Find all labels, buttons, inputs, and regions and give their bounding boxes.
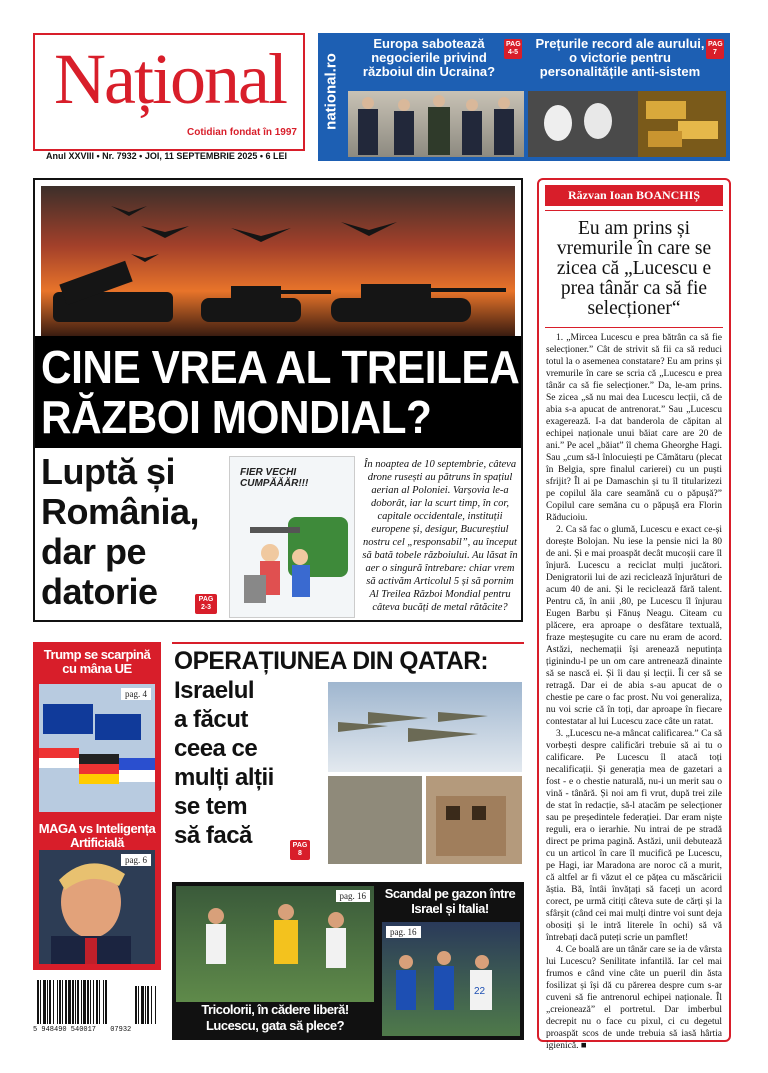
side-maga[interactable] [33,818,161,970]
editorial-title: Eu am prins și vremurile în care se zicea că „Lucescu e prea tânăr ca să fie selecționer“ [556,218,712,319]
trump-photo [39,850,155,964]
doha-aerial-photo [328,776,422,864]
sub-line: mulți alții [174,764,274,791]
lead-headline-line2: RĂZBOI MONDIAL? [41,391,432,443]
damaged-building-photo [426,776,522,864]
page-badge: PAG 7 [706,39,724,59]
barcode-bar [68,980,71,1024]
editorial[interactable] [537,178,731,1051]
qatar-headline: OPERAȚIUNEA DIN QATAR: [174,647,489,675]
players-illustration [382,922,520,1036]
page-number: pag. 6 [121,854,151,866]
sub-line: dar pe [41,531,147,572]
barcode-bar [40,980,41,1024]
barcode-bar [53,980,54,1024]
barcode-bar [62,980,63,1024]
leaders-illustration [348,91,524,157]
trump-illustration [39,850,155,964]
barcode-bar [65,980,67,1024]
tricolori-photo [176,886,374,1002]
editorial-body [546,332,722,1052]
jersey-number: 22 [474,986,486,997]
lead-subheadline [41,452,231,612]
barcode-bar [105,980,107,1024]
teaser-title: Europa sabotează negocierile privind războiul din Ucraina? [362,36,496,79]
barcode-addon: 07932 [110,1026,132,1034]
barcode-bar [99,980,100,1024]
title-rule [545,327,723,328]
barcode-bar [75,980,76,1024]
barcode-bar [47,980,48,1024]
barcode-bar [138,986,139,1024]
page-badge: PAG 4-5 [504,39,522,59]
teaser-title: Prețurile record ale aurului, o victorie pentru personalitățile anti-sistem [535,36,705,79]
page-badge: PAG 8 [290,840,310,860]
tagline: Cotidian fondat în 1997 [186,127,297,138]
barcode-bar [145,986,146,1024]
tanks-drones-illustration [41,186,515,336]
sub-line: se tem [174,793,248,820]
barcode-bar [141,986,144,1024]
sub-line: Israelul [174,677,255,704]
qatar-rule [172,642,524,644]
sub-line: România, [41,491,200,532]
page-number: pag. 4 [121,688,151,700]
jets-illustration [328,682,522,772]
teaser-bar [318,33,730,161]
masthead-logo-box [33,33,305,151]
page-number: pag. 16 [386,926,421,938]
eu-flags-photo [39,684,155,812]
editorial-paragraph: 1. „Mircea Lucescu e prea bătrân ca să fie selecționer.” Cât de strivit să fii ca să reduci totul la o asemenea constatare? Eu am prins și vremurile în care se scria că „Lucescu e prea tânăr ca să fie selecționer.” Da, le-am prins. Se zicea „să nu mai dea Lucescu lecții, că de abia s-a apucat de antrenorat.” Sau „Lucescu exagerează. I-a dat banderola de căpitan al echipei naționale unui băiat care are 20 de ani.” Pe acel „băiat” îl chema Gheorghe Hagi. Sau „cum să-l înlocuiești pe Cămătaru (plecat în Belgia, spre finalul carierei) cu un puști sfrijit? Îl ai pe Damaschin și tu îl titularizezi pe copilul ăla care seamănă cu o păpușă?” Copilul care semăna cu o păpușă era Florin Răducioiu. [546,333,722,523]
barcode-bar [57,980,58,1024]
barcode-bar [87,980,89,1024]
barcode-bar [43,980,46,1024]
lead-headline-band [35,336,521,448]
barcode-bar [96,980,98,1024]
jets-photo [328,682,522,772]
eu-flags-illustration [39,684,155,812]
sub-line: datorie [41,571,158,612]
author-name: Răzvan Ioan BOANCHIȘ [545,185,723,206]
sub-line: a făcut [174,706,248,733]
issue-line: Anul XXVIII • Nr. 7932 • JOI, 11 SEPTEMBRIE 2025 • 6 LEI [46,151,288,161]
scandal-photo [382,922,520,1036]
barcode-bar [49,980,51,1024]
barcode-bar [83,980,86,1024]
cartoon [229,456,355,618]
editorial-paragraph: 4. Ce boală are un tânăr care se ia de vârsta lui Lucescu? Senilitate infantilă. Iar cel mai frumos e când vine câte un pueril din ăsta fosilizat și își dă cu părerea despre cum s-ar cuveni să fie antrenorul echipei naționale. Îl „creionează” el portretul. Dar imberbul decrepit nu o face cu pixul, ci cu degetul proaspăt scos de unde trebuia să iasă hârtia igienică. ■ [546,945,722,1051]
barcode-bars [33,980,161,1028]
barcode-number [33,1026,161,1034]
editorial-paragraph: 2. Ca să fac o glumă, Lucescu e exact ce-și dorește Bolojan. Nu iese la pensie nici la 80 de ani. Și e mai proaspăt decât mucoșii care îl înjură. Lucescu a reciclat mulți jucători. Denigratorii lui de azi reciclează înjurături de acum 40 de ani. Și le reciclează fără talent. Pentru că, în anii ,80, pe Lucescu îl înjurau Eugen Barbu și Fănuș Neagu. Citeam cu plăcere, era aproape o desfătare textuală, fraze meșteșugite cu care nu eram de acord. Astăzi, nechemații își arenează neputința țiginindu-l pe un om care antrenează dinainte să se nască ei. Și îi dau și lecții. Îi cer să se retragă. Dar ei de abia s-au apucat de o chestie pe care o fac prost. Nu voi generaliza, nu voi scrie că în toți, dar aproape în fiecare contestatar al lui Lucescu zace câte un ratat. [546,525,722,727]
cartoon-speech: FIER VECHI CUMPĂĂĂR!!! [240,467,309,489]
gold-photo [528,91,726,157]
sub-line: ceea ce [174,735,258,762]
lead-story[interactable] [33,178,523,622]
scandal-title: Scandal pe gazon între Israel și Italia! [384,886,516,916]
lead-headline-line1: CINE VREA AL TREILEA [41,341,520,393]
qatar-sub [174,676,324,850]
barcode [33,980,161,1038]
qatar-story[interactable] [172,642,524,868]
barcode-bar [90,980,91,1024]
barcode-bar [151,986,152,1024]
lead-text: În noaptea de 10 septembrie, câteva drone rusești au pătruns în spațiul aerian al Poloniei. Varșovia le-a doborât, iar la scurt timp, în cor, capitale occidentale, instituții europene și, desigur, Bucureștiul nostru cel „responsabil”, au început să bată tobele războiului. Au lăsat în aer o singură întrebare: chiar vrem să activăm Articolul 5 și să pornim Al Treilea Război Mondial pentru câteva bucăți de metal rătăcite? [362,459,518,613]
barcode-bar [77,980,79,1024]
teaser-europa[interactable] [348,37,524,155]
masks-gold-illustration [528,91,726,157]
page-number: pag. 16 [336,890,371,902]
editorial-paragraph: 3. „Lucescu ne-a mâncat calificarea.” Ca să vorbești despre calificări trebuie să ai tu o calificare. Pe Lucescu îl atacă toți necalificații. Și generația mea de gazetari a fost - e o chestie naturală, nu-i un merit sau o vină - tânără. Și noi am fi vrut, după trei zile de stat în redacție, să-l atacăm pe selecționer sau pe președintele federației. Dar eram niște reguli, era o ierarhie. Nu intrai de pe stradă direct pe prima pagină. Astăzi, unii debutează cu un articol în care îl mucifică pe Lucescu, pe Hagi, iar Maradona are noroc că a murit, că altfel ar fi văzut el ce pățea cu măscăricii ăștia. Bă, întâi învățați să faceți un acord corect, pe urmă citiți câteva sute de cărți și la sfârșit (când cei mai mulți dintre voi sunt deja obosiți și le intră literele în ochi) să vă întrebați dacă puteți scrie un pamflet! [546,729,722,943]
barcode-bar [81,980,82,1024]
barcode-bar [147,986,149,1024]
sub-line: să facă [174,822,252,849]
barcode-bar [155,986,156,1024]
barcode-bar [93,980,94,1024]
author-rule [545,210,723,211]
page-badge[interactable]: PAG 2-3 [195,594,217,614]
site-vertical[interactable]: national.ro [322,53,340,130]
building-illustration [426,776,522,864]
side-trump[interactable] [33,642,161,818]
football-caption: Tricolorii, în cădere liberă! Lucescu, gata să plece? [201,1002,349,1033]
barcode-main: 5 948490 540017 [33,1026,97,1034]
barcode-bar [59,980,61,1024]
football-story[interactable] [172,882,524,1040]
barcode-bar [37,980,39,1024]
barcode-bar [135,986,137,1024]
leaders-photo [348,91,524,157]
logo: Național [54,39,286,119]
side-title: Trump se scarpină cu mâna UE [43,647,151,676]
side-title: MAGA vs Inteligența Artificială [38,821,156,850]
players-illustration [176,886,374,1002]
teaser-aur[interactable] [528,37,726,155]
barcode-bar [103,980,104,1024]
sub-line: Luptă și [41,451,176,492]
barcode-bar [72,980,74,1024]
war-photo [41,186,515,336]
